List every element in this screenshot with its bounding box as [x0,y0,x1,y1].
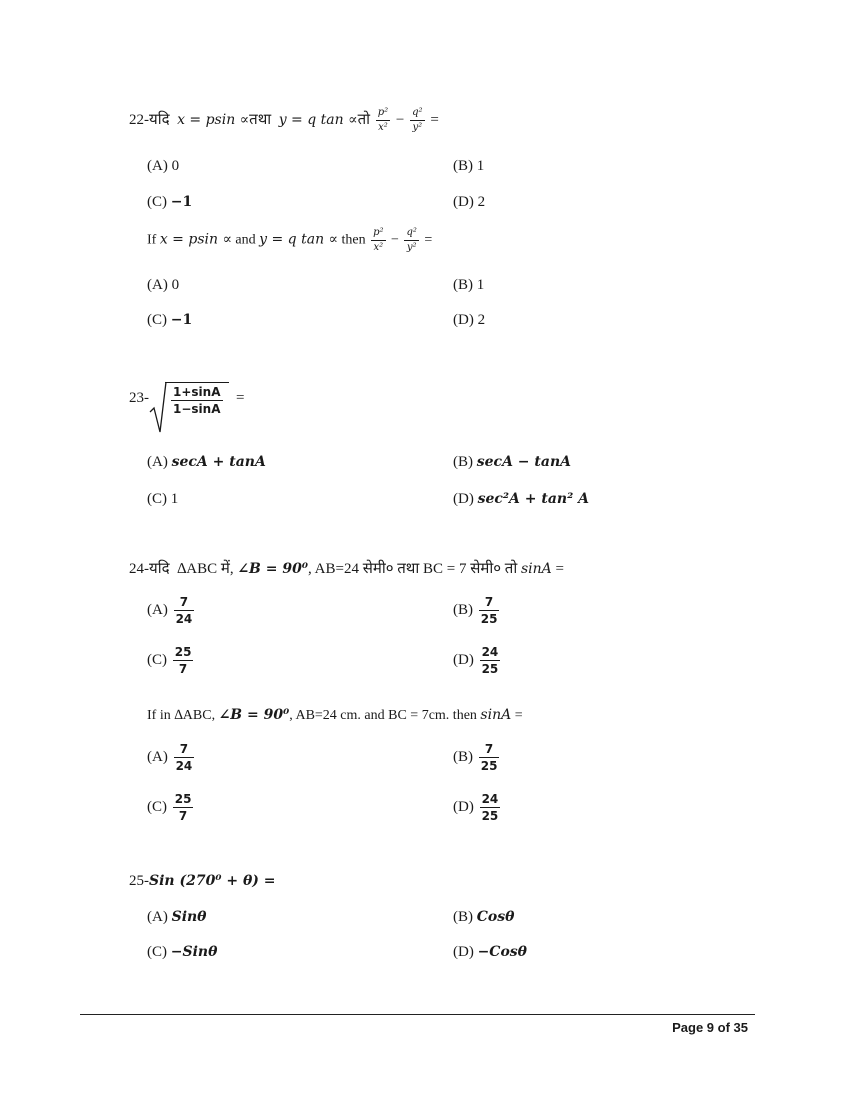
q24-stem-english: If in ∆ABC, ∠B = 90⁰, AB=24 cm. and BC = 7cm. then sinA = [147,707,523,723]
q23-stem: 23- $\frac{1+\sin A}{1-\sin A}$ = [129,382,244,415]
q25-option-c[interactable]: (C) −Sinθ [147,944,218,960]
q25-number: 25- [129,873,149,889]
q22-en-option-d[interactable]: (D) 2 [453,312,486,328]
q24-en-option-d[interactable]: (D) $\frac{24}{25}$ [453,792,499,823]
q22-option-b[interactable]: (B) 1 [453,158,485,174]
page-number: Page 9 of 35 [672,1020,748,1035]
q24-stem-hindi: 24-यदि ∆ABC में, ∠B = 90⁰, AB=24 सेमी० तथा BC = 7 सेमी० तो sinA = [129,561,564,577]
q22-en-option-b[interactable]: (B) 1 [453,277,485,293]
q23-number: 23- [129,389,149,406]
square-root: $\frac{1+\sin A}{1-\sin A}$ [149,382,229,415]
q23-option-d[interactable]: (D) sec²A + tan² A [453,491,589,507]
fraction-q2-y2: $\frac{\text{q²}}{\text{y²}}$ [412,107,423,133]
q22-en-option-a[interactable]: (A) 0 [147,277,180,293]
fraction-p2-x2-en: $\frac{\text{p²}}{\text{x²}}$ [373,227,384,253]
q22-en-option-c[interactable]: (C) −1 [147,312,193,328]
q25-option-d[interactable]: (D) −Cosθ [453,944,528,960]
fraction-q2-y2-en: $\frac{\text{q²}}{\text{y²}}$ [406,227,417,253]
q23-option-b[interactable]: (B) secA − tanA [453,454,571,470]
q24-option-a[interactable]: (A) $\frac{7}{24}$ [147,595,193,626]
q22-number: 22- [129,111,149,128]
q22-option-c[interactable]: (C) −1 [147,194,193,210]
q25-stem: 25-Sin (270⁰ + θ) = [129,873,276,889]
q22-stem-english: If x = psin ∝ and y = q tan ∝ then $\frac{\text{p²}}{\text{x²}}$ − $\frac{\text{q²}}{\text{y²}}$ = [147,227,433,253]
q22-option-d[interactable]: (D) 2 [453,194,486,210]
q24-en-option-b[interactable]: (B) $\frac{7}{25}$ [453,742,498,773]
q22-stem-hindi: 22-यदि x = psin ∝तथा y = q tan ∝तो $\frac{\text{p²}}{\text{x²}}$ − $\frac{\text{q²}}{\text{y²}}$ = [129,107,439,133]
q24-en-option-a[interactable]: (A) $\frac{7}{24}$ [147,742,193,773]
q24-option-d[interactable]: (D) $\frac{24}{25}$ [453,645,499,676]
q24-en-option-c[interactable]: (C) $\frac{25}{7}$ [147,792,192,823]
footer-divider [80,1014,755,1015]
q25-option-b[interactable]: (B) Cosθ [453,909,515,925]
fraction-p2-x2: $\frac{\text{p²}}{\text{x²}}$ [377,107,389,133]
q23-option-c[interactable]: (C) 1 [147,491,179,507]
q22-option-a[interactable]: (A) 0 [147,158,180,174]
q25-option-a[interactable]: (A) Sinθ [147,909,207,925]
q24-number: 24- [129,561,149,577]
q24-option-c[interactable]: (C) $\frac{25}{7}$ [147,645,192,676]
q23-option-a[interactable]: (A) secA + tanA [147,454,266,470]
q24-option-b[interactable]: (B) $\frac{7}{25}$ [453,595,498,626]
